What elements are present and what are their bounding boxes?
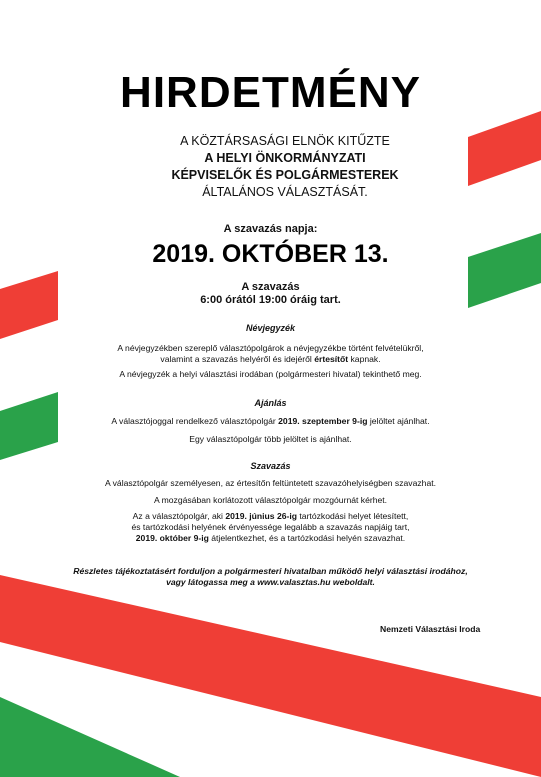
szavazas-paragraph-1: A választópolgár személyesen, az értesítőn feltüntetett szavazóhelyiségben szavazhat. — [104, 478, 437, 488]
vote-time: 6:00 órától 19:00 óráig tart. — [200, 294, 341, 306]
szavazas-p3-line-1 — [0, 511, 541, 522]
signature: Nemzeti Választási Iroda — [380, 624, 481, 634]
text-span: tartózkodási helyet létesített, — [297, 511, 409, 521]
announcement-subheading — [120, 133, 450, 201]
vote-time-label: A szavazás — [241, 281, 300, 293]
footer-line-2 — [0, 577, 541, 588]
szavazas-paragraph-2: A mozgásában korlátozott választópolgár mozgóurnát kérhet. — [153, 495, 388, 505]
text-span: vagy látogassa meg a — [166, 577, 258, 587]
ajanlas-paragraph-2: Egy választópolgár több jelöltet is ajánlhat. — [189, 434, 352, 444]
vote-time-block — [0, 281, 541, 307]
footer-info — [0, 566, 541, 588]
szavazas-paragraph-3 — [0, 511, 541, 544]
section-title-ajanlas: Ajánlás — [254, 398, 287, 408]
vote-date: 2019. OKTÓBER 13. — [152, 240, 389, 268]
text-span: jelöltet ajánlhat. — [367, 416, 430, 426]
text-span: A választójoggal rendelkező választópolgár — [111, 416, 279, 426]
vote-day-label: A szavazás napja: — [223, 223, 318, 235]
section-title-szavazas: Szavazás — [250, 461, 291, 471]
text-span: kapnak. — [348, 354, 381, 364]
ajanlas-paragraph-1 — [0, 416, 541, 427]
subheading-line-4: ÁLTALÁNOS VÁLASZTÁSÁT. — [202, 185, 368, 199]
bold-span: 2019. június 26-ig — [225, 511, 298, 521]
szavazas-p3-line-2: és tartózkodási helyének érvényessége legalább a szavazás napjáig tart, — [131, 522, 410, 532]
nevjegyzek-paragraph-2: A névjegyzék a helyi választási irodában (polgármesteri hivatal) tekinthető meg. — [119, 369, 422, 379]
footer-line-1: Részletes tájékoztatásért forduljon a polgármesteri hivatalban működő helyi választási irodához, — [73, 566, 468, 576]
page-title: HIRDETMÉNY — [120, 68, 421, 117]
section-title-nevjegyzek: Névjegyzék — [245, 323, 296, 333]
text-span: Az a választópolgár, aki — [132, 511, 226, 521]
subheading-line-3: KÉPVISELŐK ÉS POLGÁRMESTEREK — [171, 168, 399, 182]
bold-span: értesítőt — [314, 354, 349, 364]
text-span: valamint a szavazás helyéről és idejéről — [160, 354, 315, 364]
subheading-line-2: A HELYI ÖNKORMÁNYZATI — [204, 151, 366, 165]
nevjegyzek-paragraph-1 — [0, 343, 541, 365]
text-span: weboldalt. — [330, 577, 375, 587]
nevjegyzek-p1-line-2 — [0, 354, 541, 365]
website-link[interactable]: www.valasztas.hu — [257, 577, 331, 587]
text-span: átjelentkezhet, és a tartózkodási helyén szavazhat. — [208, 533, 406, 543]
bold-span: 2019. október 9-ig — [135, 533, 209, 543]
nevjegyzek-p1-line-1: A névjegyzékben szereplő választópolgárok a névjegyzékbe történt felvételükről, — [117, 343, 424, 353]
subheading-line-1: A KÖZTÁRSASÁGI ELNÖK KITŰZTE — [180, 134, 390, 148]
bold-span: 2019. szeptember 9-ig — [278, 416, 368, 426]
szavazas-p3-line-3 — [0, 533, 541, 544]
